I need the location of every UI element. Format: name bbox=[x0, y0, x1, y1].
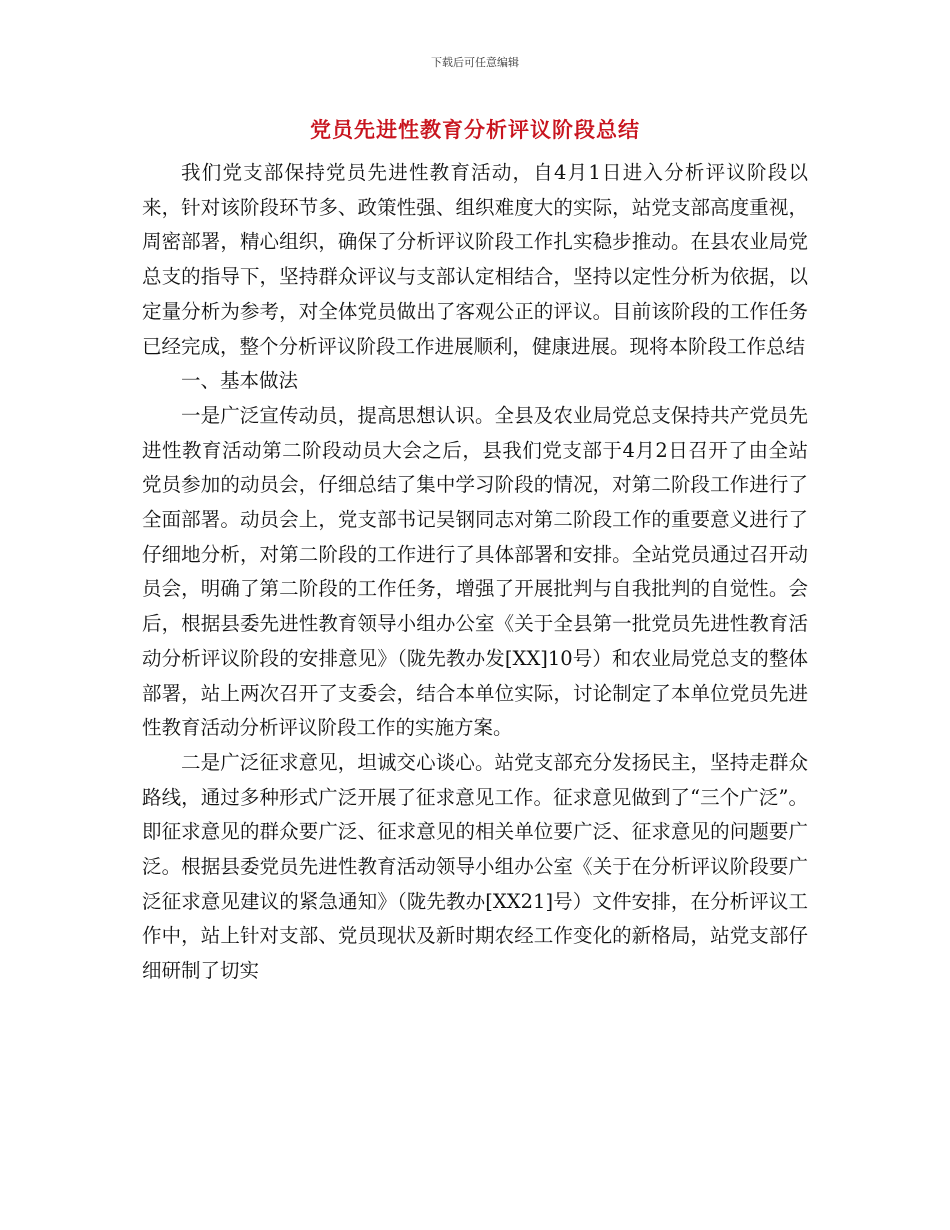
paragraph-point-one: 一是广泛宣传动员，提高思想认识。全县及农业局党总支保持共产党员先进性教育活动第二阶段动员大会之后，县我们党支部于4月2日召开了由全站党员参加的动员会，仔细总结了集中学习阶段的情况，对第二阶段工作进行了全面部署。动员会上，党支部书记吴钢同志对第二阶段工作的重要意义进行了仔细地分析，对第二阶段的工作进行了具体部署和安排。全站党员通过召开动员会，明确了第二阶段的工作任务，增强了开展批判与自我批判的自觉性。会后，根据县委先进性教育领导小组办公室《关于全县第一批党员先进性教育活动分析评议阶段的安排意见》（陇先教办发[XX]10号）和农业局党总支的整体部署，站上两次召开了支委会，结合本单位实际，讨论制定了本单位党员先进性教育活动分析评议阶段工作的实施方案。 bbox=[142, 403, 808, 740]
section-heading-basic-methods: 一、基本做法 bbox=[181, 369, 299, 393]
page-header: 下载后可任意编辑 bbox=[431, 56, 519, 69]
paragraph-point-two: 二是广泛征求意见，坦诚交心谈心。站党支部充分发扬民主，坚持走群众路线，通过多种形式广泛开展了征求意见工作。征求意见做到了“三个广泛”。即征求意见的群众要广泛、征求意见的相关单位要广泛、征求意见的问题要广泛。根据县委党员先进性教育活动领导小组办公室《关于在分析评议阶段要广泛征求意见建议的紧急通知》（陇先教办[XX21]号）文件安排，在分析评议工作中，站上针对支部、党员现状及新时期农经工作变化的新格局，站党支部仔细研制了切实 bbox=[142, 750, 808, 983]
paragraph-intro: 我们党支部保持党员先进性教育活动，自4月1日进入分析评议阶段以来，针对该阶段环节多、政策性强、组织难度大的实际，站党支部高度重视，周密部署，精心组织，确保了分析评议阶段工作扎实稳步推动。在县农业局党总支的指导下，坚持群众评议与支部认定相结合，坚持以定性分析为依据，以定量分析为参考，对全体党员做出了客观公正的评议。目前该阶段的工作任务已经完成，整个分析评议阶段工作进展顺利，健康进展。现将本阶段工作总结 bbox=[142, 161, 808, 358]
document-body bbox=[142, 156, 808, 989]
document-title: 党员先进性教育分析评议阶段总结 bbox=[310, 117, 640, 142]
